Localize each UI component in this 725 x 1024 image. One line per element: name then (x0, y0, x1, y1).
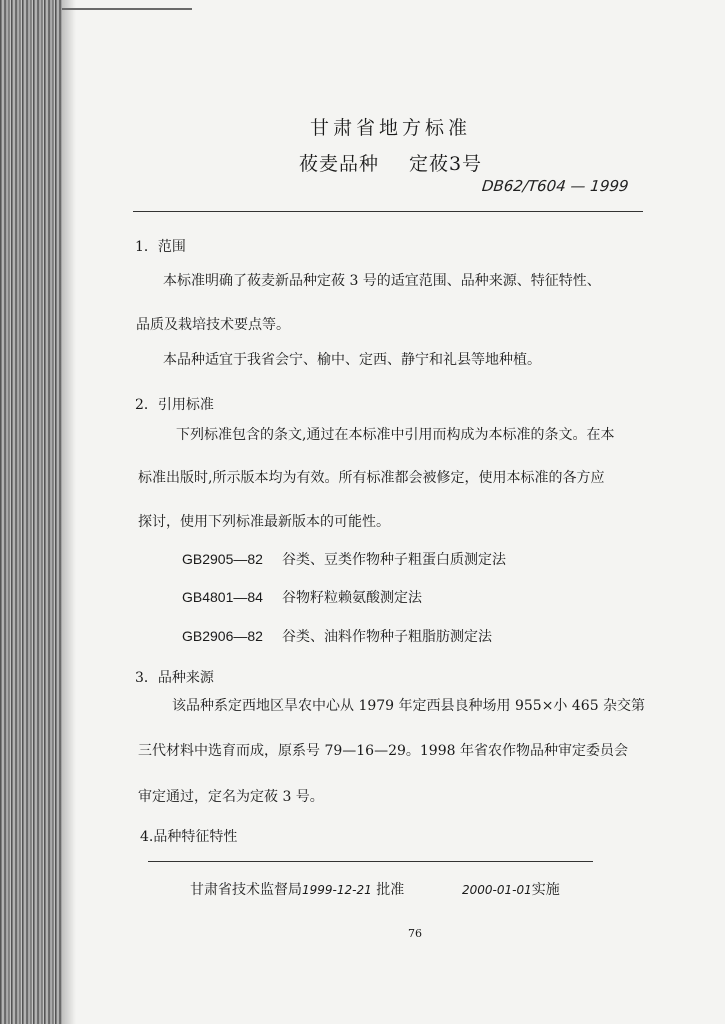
page-number: 76 (408, 927, 422, 940)
paragraph: 三代材料中选育而成，原系号 79—16—29。1998 年省农作物品种审定委员会 (138, 743, 628, 759)
reference-item (182, 626, 492, 646)
subtitle-right: 定莜3号 (408, 153, 483, 175)
paragraph: 本标准明确了莜麦新品种定莜 3 号的适宜范围、品种来源、特征特性、 (163, 273, 601, 289)
footer-effective-date: 2000-01-01 (462, 883, 532, 897)
document-subtitle (28, 149, 725, 176)
footer-approve-label: 批准 (376, 882, 405, 898)
standard-code: DB62/T604 — 1999 (481, 177, 630, 195)
section-heading-characteristics: 4.品种特征特性 (140, 829, 238, 845)
footer-effective-label: 实施 (531, 882, 560, 898)
section-heading-scope: 1．范围 (135, 239, 186, 255)
header-divider (133, 211, 643, 212)
scan-edge-mark (62, 8, 192, 10)
reference-title: 谷类、油料作物种子粗脂肪测定法 (282, 629, 492, 645)
section-heading-references: 2．引用标准 (135, 397, 214, 413)
reference-code: GB2906—82 (182, 628, 263, 644)
section-heading-origin: 3．品种来源 (135, 670, 214, 686)
footer-issuer: 甘肃省技术监督局 (190, 882, 302, 898)
paragraph: 审定通过，定名为定莜 3 号。 (138, 789, 324, 805)
footer-divider (148, 861, 593, 862)
reference-item (182, 587, 422, 607)
paragraph: 标准出版时,所示版本均为有效。所有标准都会被修定，使用本标准的各方应 (138, 470, 605, 486)
footer-approve-date: 1999-12-21 (302, 883, 372, 897)
reference-item (182, 549, 506, 569)
paragraph: 探讨，使用下列标准最新版本的可能性。 (138, 514, 390, 530)
reference-title: 谷物籽粒赖氨酸测定法 (282, 590, 422, 606)
reference-code: GB4801—84 (182, 589, 263, 605)
paragraph: 品质及栽培技术要点等。 (136, 317, 290, 333)
reference-title: 谷类、豆类作物种子粗蛋白质测定法 (282, 552, 506, 568)
document-title: 甘肃省地方标准 (309, 117, 471, 139)
footer-approval (190, 879, 404, 899)
subtitle-left: 莜麦品种 (298, 153, 379, 175)
paragraph: 该品种系定西地区旱农中心从 1979 年定西县良种场用 955×小 465 杂交第 (172, 698, 646, 714)
reference-code: GB2905—82 (182, 551, 263, 567)
footer-effective (462, 879, 560, 899)
paragraph: 下列标准包含的条文,通过在本标准中引用而构成为本标准的条文。在本 (176, 427, 615, 443)
paragraph: 本品种适宜于我省会宁、榆中、定西、静宁和礼县等地种植。 (163, 352, 541, 368)
